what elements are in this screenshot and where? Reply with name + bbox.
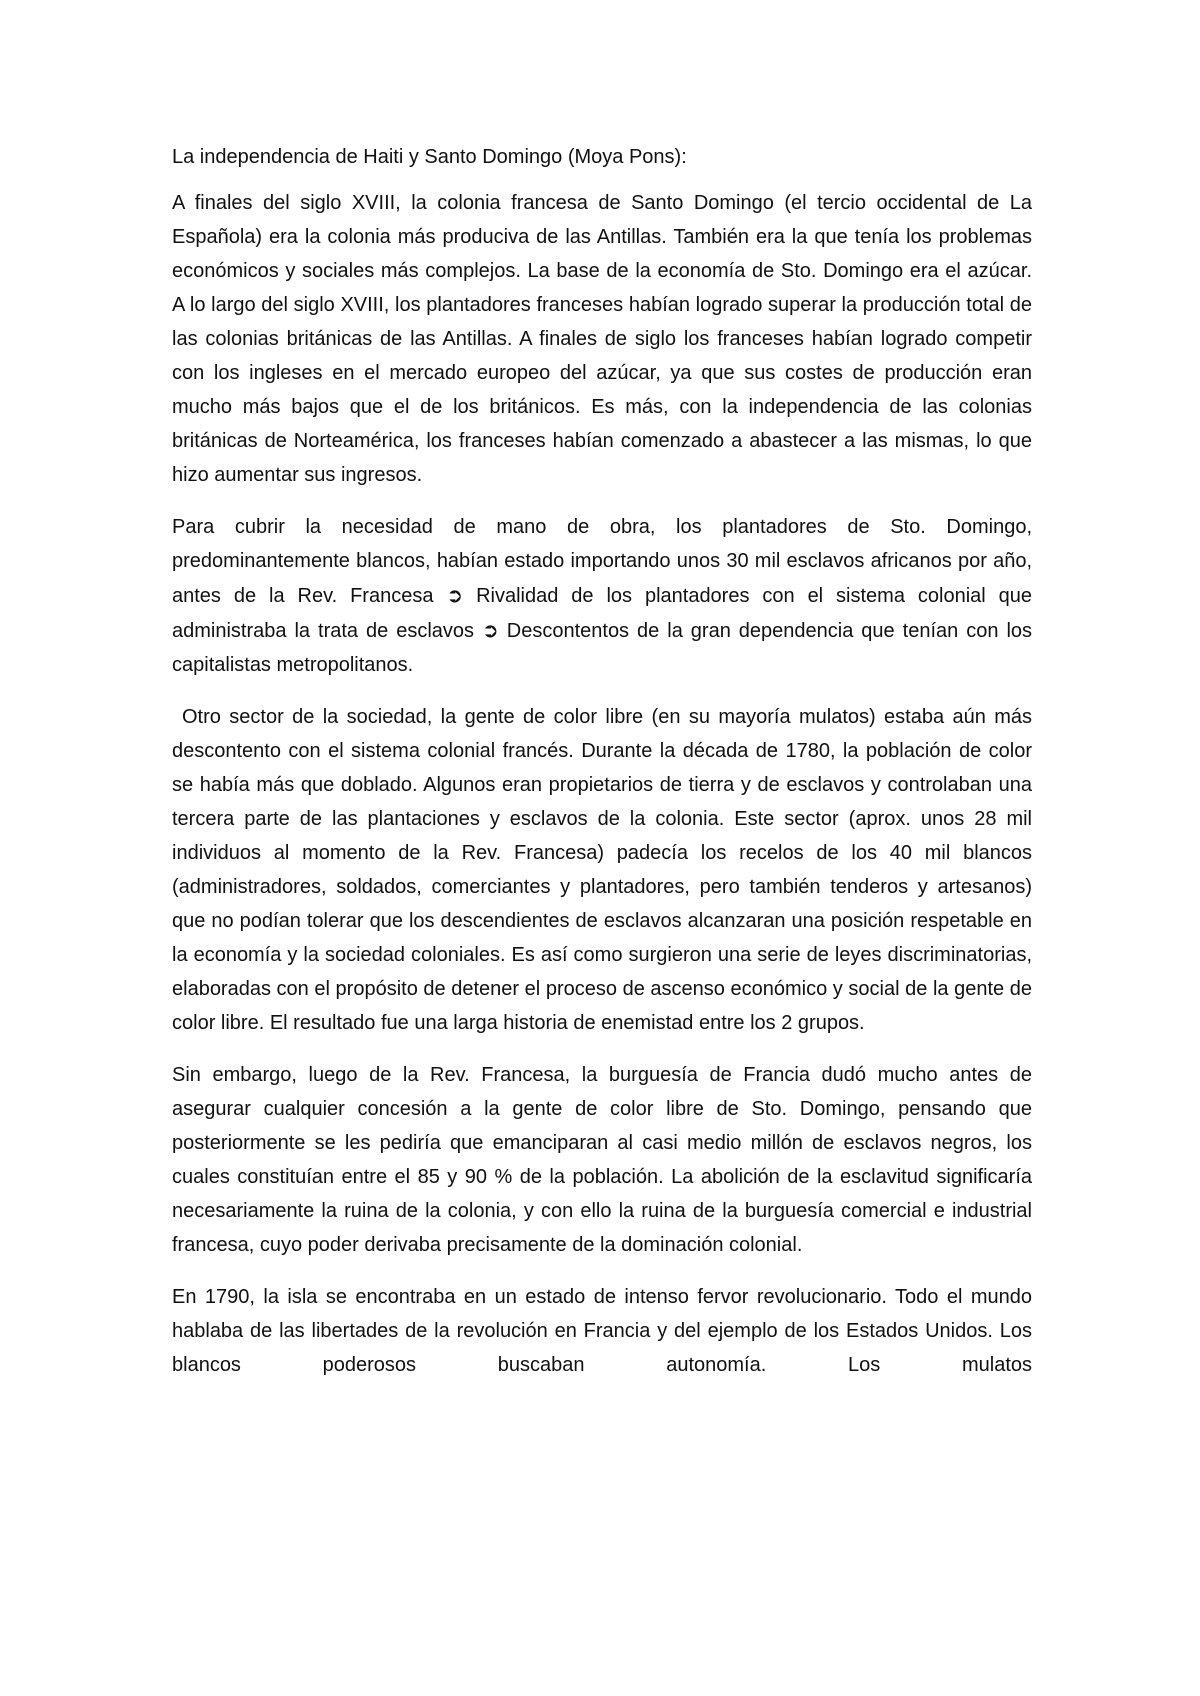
paragraph-2-part-b: Rivalidad de los plantadores con el sistema colonial que administraba la trata de esclavos [172, 585, 1033, 642]
arrow-right-icon: ➲ [446, 583, 464, 607]
document-title: La independencia de Haiti y Santo Domingo (Moya Pons): [172, 146, 687, 168]
paragraph-2-part-a: Para cubrir la necesidad de mano de obra, los plantadores de Sto. Domingo, predominantemente blancos, habían estado importando unos 30 mil esclavos africanos por año, antes de la Rev. Francesa [172, 516, 1032, 607]
paragraph-2 [172, 510, 1032, 682]
paragraph-3: Otro sector de la sociedad, la gente de color libre (en su mayoría mulatos) estaba aún más descontento con el sistema colonial francés. Durante la década de 1780, la población de color se había más que doblado. Algunos eran propietarios de tierra y de esclavos y controlaban una tercera parte de las plantaciones y esclavos de la colonia. Este sector (aprox. unos 28 mil individuos al momento de la Rev. Francesa) padecía los recelos de los 40 mil blancos (administradores, soldados, comerciantes y plantadores, pero también tenderos y artesanos) que no podían tolerar que los descendientes de esclavos alcanzaran una posición respetable en la economía y la sociedad coloniales. Es así como surgieron una serie de leyes discriminatorias, elaboradas con el propósito de detener el proceso de ascenso económico y social de la gente de color libre. El resultado fue una larga historia de enemistad entre los 2 grupos. [172, 706, 1032, 1034]
paragraph-4: Sin embargo, luego de la Rev. Francesa, la burguesía de Francia dudó mucho antes de asegurar cualquier concesión a la gente de color libre de Sto. Domingo, pensando que posteriormente se les pediría que emanciparan al casi medio millón de esclavos negros, los cuales constituían entre el 85 y 90 % de la población. La abolición de la esclavitud significaría necesariamente la ruina de la colonia, y con ello la ruina de la burguesía comercial e industrial francesa, cuyo poder derivaba precisamente de la dominación colonial. [172, 1064, 1032, 1256]
arrow-right-icon: ➲ [482, 618, 499, 642]
paragraph-1: A finales del siglo XVIII, la colonia francesa de Santo Domingo (el tercio occidental de La Española) era la colonia más produciva de las Antillas. También era la que tenía los problemas económicos y sociales más complejos. La base de la economía de Sto. Domingo era el azúcar. A lo largo del siglo XVIII, los plantadores franceses habían logrado superar la producción total de las colonias británicas de las Antillas. A finales de siglo los franceses habían logrado competir con los ingleses en el mercado europeo del azúcar, ya que sus costes de producción eran mucho más bajos que el de los británicos. Es más, con la independencia de las colonias británicas de Norteamérica, los franceses habían comenzado a abastecer a las mismas, lo que hizo aumentar sus ingresos. [172, 192, 1032, 486]
document-body [172, 140, 1032, 1400]
paragraph-5: En 1790, la isla se encontraba en un estado de intenso fervor revolucionario. Todo el mundo hablaba de las libertades de la revolución en Francia y del ejemplo de los Estados Unidos. Los blancos poderosos buscaban autonomía. Los mulatos [172, 1286, 1032, 1376]
paragraph-2-part-c: Descontentos de la gran dependencia que tenían con los capitalistas metropolitanos. [172, 620, 1033, 676]
